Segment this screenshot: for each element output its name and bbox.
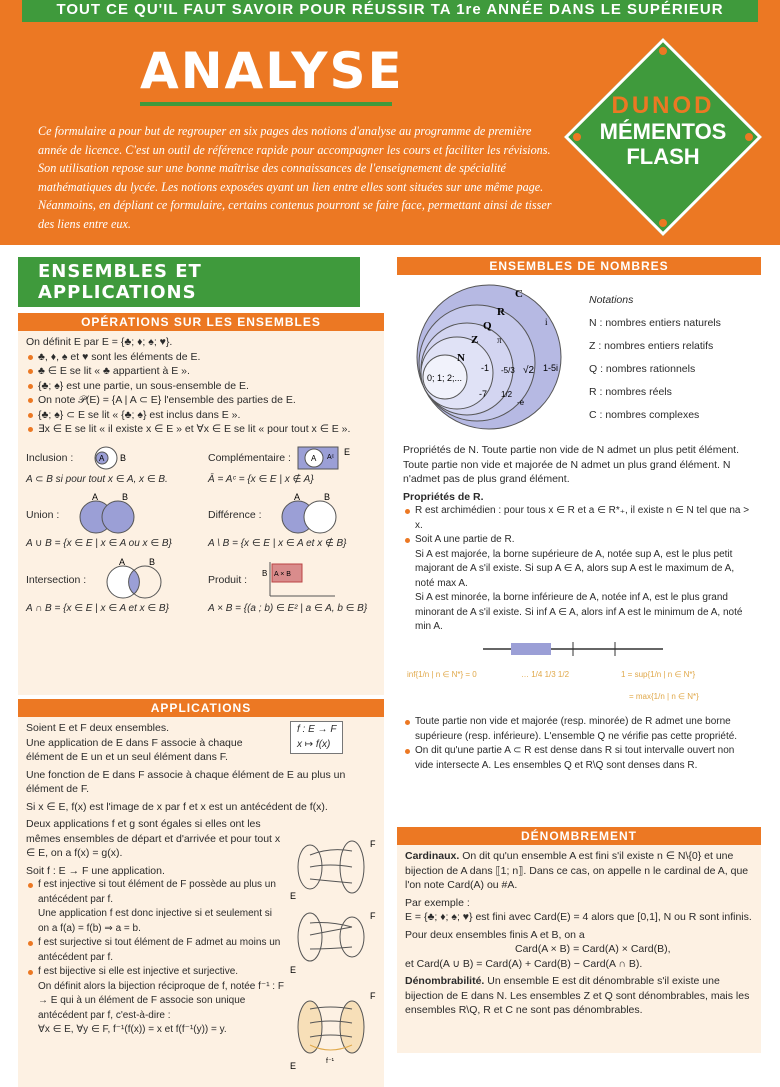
difference-formula: A \ B = {x ∈ E | x ∈ A et x ∉ B}	[208, 538, 347, 549]
top-banner: TOUT CE QU'IL FAUT SAVOIR POUR RÉUSSIR TA 1re ANNÉE DANS LE SUPÉRIEUR	[22, 0, 758, 22]
map-notation-box	[290, 721, 343, 754]
title-underline	[140, 102, 392, 106]
map-label-f: F	[370, 839, 376, 849]
venn-label-b: B	[324, 492, 331, 502]
card-formula-product: Card(A × B) = Card(A) × Card(B),	[515, 943, 671, 955]
apps-p2: Une application de E dans F associe à chaque élément de E un et un seul élément dans F.	[26, 736, 243, 763]
props-r-completeness: Toute partie non vide et majorée (resp. minorée) de R admet une borne supérieure (resp. inférieure). L'ensemble Q ne vérifie pas cette propriété.	[403, 715, 753, 744]
union-formula: A ∪ B = {x ∈ E | x ∈ A ou x ∈ B}	[26, 538, 172, 549]
injective-diagram	[290, 839, 376, 901]
subsection-operations: OPÉRATIONS SUR LES ENSEMBLES	[18, 313, 384, 331]
bijective-diagram	[290, 991, 376, 1071]
apps-bijective-detail: On définit alors la bijection réciproque de f, notée f⁻¹ : F → E qui à un élément de F associe son unique antécédent par f, c'est-à-dire :	[38, 980, 284, 1021]
notations-title: Notations	[589, 294, 634, 306]
props-r-archimedean: R est archimédien : pour tous x ∈ R et a ∈ R*₊, il existe n ∈ N tel que na > x.	[403, 504, 753, 533]
max-formula: = max{1/n | n ∈ N*}	[629, 691, 699, 701]
inf-formula: inf{1/n | n ∈ N*} = 0	[407, 669, 477, 679]
set-label-z: Z	[471, 334, 479, 346]
notations-legend	[589, 289, 757, 427]
surjective-diagram	[290, 911, 376, 975]
sup-inf-illustration	[403, 639, 743, 711]
product-figure	[250, 558, 340, 602]
union-label: Union :	[26, 508, 60, 521]
notation-n: N : nombres entiers naturels	[589, 317, 721, 329]
cardinaux-text: On dit qu'un ensemble A est fini s'il existe n ∈ N\{0} et une bijection de A dans ⟦1; n⟧. Dans ce cas, on appelle n le cardinal de A, que l'on note Card(A) ou #A.	[405, 850, 749, 891]
section-title-ensembles: ENSEMBLES ET APPLICATIONS	[18, 257, 360, 307]
ops-item: {♣; ♠} ⊂ E se lit « {♣; ♠} est inclus dans E ».	[26, 408, 376, 423]
number-sets-diagram	[397, 281, 587, 431]
props-r-subset: Soit A une partie de R.	[403, 533, 753, 548]
map-label-finv: f⁻¹	[326, 1058, 334, 1065]
intersection-formula: A ∩ B = {x ∈ E | x ∈ A et x ∈ B}	[26, 602, 169, 614]
venn-label-a: A	[99, 453, 105, 463]
page-title: ANALYSE	[140, 42, 404, 100]
ops-item: {♣; ♠} est une partie, un sous-ensemble de E.	[26, 379, 376, 394]
ops-definition: On définit E par E = {♣; ♦; ♠; ♥}.	[26, 336, 173, 348]
set-label-r: R	[497, 306, 505, 318]
notation-c: C : nombres complexes	[589, 409, 700, 421]
card-two-sets: Pour deux ensembles finis A et B, on a	[405, 928, 585, 941]
r-value-1: √2	[523, 365, 535, 376]
apps-p3: Une fonction de E dans F associe à chaque élément de E au plus un élément de F.	[26, 768, 346, 795]
venn-label-a: A	[119, 556, 126, 567]
ops-item: ♣, ♦, ♠ et ♥ sont les éléments de E.	[26, 350, 376, 365]
header	[0, 0, 780, 245]
props-r-density: On dit qu'une partie A ⊂ R est dense dans R si tout intervalle ouvert non vide intersecte A. Les ensembles Q et R\Q sont denses dans R.	[403, 744, 753, 773]
ops-item: On note 𝒫(E) = {A | A ⊂ E} l'ensemble des parties de E.	[26, 393, 376, 408]
map-line-1: f : E → F	[297, 724, 337, 735]
badge-dot	[659, 219, 667, 227]
intersection-label: Intersection :	[26, 573, 87, 586]
venn-label-a: A	[310, 453, 317, 463]
right-column	[397, 257, 761, 1053]
left-column	[18, 257, 384, 1087]
complement-formula: Ā = Aᶜ = {x ∈ E | x ∉ A}	[208, 473, 314, 485]
denombrabilite-title: Dénombrabilité.	[405, 975, 485, 987]
complement-venn	[294, 445, 354, 471]
badge-dot	[659, 47, 667, 55]
map-line-2: x ↦ f(x)	[297, 738, 331, 750]
apps-p1: Soient E et F deux ensembles.	[26, 722, 169, 734]
map-label-f: F	[370, 911, 376, 921]
c-value-1: 1-5i	[543, 363, 559, 373]
subsection-nombres: ENSEMBLES DE NOMBRES	[397, 257, 761, 275]
properties-block	[403, 443, 753, 773]
venn-label-a: A	[294, 492, 301, 502]
notation-q: Q : nombres rationnels	[589, 363, 696, 375]
product-formula: A × B = {(a ; b) ∈ E² | a ∈ A, b ∈ B}	[208, 602, 368, 614]
notation-r: R : nombres réels	[589, 386, 672, 398]
card-example-label: Par exemple :	[405, 896, 470, 909]
venn-label-b: B	[122, 492, 129, 502]
z-value-1: -1	[481, 363, 490, 373]
map-label-e: E	[290, 891, 297, 901]
props-r-inf: Si A est minorée, la borne inférieure de A, notée inf A, est le plus grand minorant de A s'il existe. Si inf A ∈ A, alors inf A est le minimum de A, noté min A.	[415, 592, 743, 632]
r-value-2: π	[497, 335, 502, 345]
q-value-2: 1/2	[501, 390, 513, 399]
apps-p4: Si x ∈ E, f(x) est l'image de x par f et x est un antécédent de f(x).	[26, 800, 328, 813]
operations-panel	[18, 331, 384, 695]
venn-label-e: E	[343, 446, 350, 457]
product-label: Produit :	[208, 573, 248, 586]
denombrement-panel	[397, 845, 761, 1053]
inclusion-formula: A ⊂ B si pour tout x ∈ A, x ∈ B.	[26, 473, 168, 485]
q-value-1: -5/3	[501, 366, 515, 375]
apps-bijective-formula: ∀x ∈ E, ∀y ∈ F, f⁻¹(f(x)) = x et f(f⁻¹(y)) = y.	[38, 1024, 227, 1035]
apps-injective-detail: Une application f est donc injective si et seulement si on a f(a) = f(b) ⇒ a = b.	[38, 908, 273, 934]
c-value-2: i	[545, 317, 548, 327]
intro-text: Ce formulaire a pour but de regrouper en six pages des notions d'analyse au programme de première année de licence. C'est un outil de référence rapide pour accompagner les cours et faciliter les révisions. Son utilisation repose sur une bonne maîtrise des connaissances de l'enseignement de spécialité mathématiques du lycée. Les notions exposées ayant un lien entre elles sont situées sur une même page. Néanmoins, en dépliant ce formulaire, certains contenus pourront se faire face, permettant ainsi de tisser des liens entre eux.	[38, 124, 552, 231]
r-value-3: -e	[517, 398, 525, 407]
ops-item: ∃x ∈ E se lit « il existe x ∈ E » et ∀x ∈ E se lit « pour tout x ∈ E ».	[26, 422, 376, 437]
dunod-badge	[563, 37, 763, 237]
nombres-panel	[397, 275, 761, 823]
brand-mementos: MÉMENTOS	[599, 119, 727, 144]
venn-label-a: A	[92, 492, 99, 502]
z-value-2: -7	[479, 389, 488, 399]
props-n: Propriétés de N. Toute partie non vide de N admet un plus petit élément. Toute partie non vide et majorée de N admet un plus grand élément. N n'admet pas de plus grand élément.	[403, 444, 740, 485]
map-label-e: E	[290, 1061, 297, 1071]
product-label-axb: A × B	[274, 570, 291, 578]
product-label-b: B	[262, 568, 268, 578]
set-label-c: C	[515, 288, 523, 300]
set-label-n: N	[457, 352, 465, 364]
venn-label-b: B	[149, 556, 156, 567]
props-r-title: Propriétés de R.	[403, 490, 484, 503]
applications-panel	[18, 717, 384, 1087]
ops-item: ♣ ∈ E se lit « ♣ appartient à E ».	[26, 364, 376, 379]
union-venn	[62, 493, 152, 537]
apps-p6: Soit f : E → F une application.	[26, 864, 165, 877]
mapping-diagrams	[280, 837, 380, 1077]
difference-venn	[264, 493, 354, 537]
apps-bijective: f est bijective si elle est injective et surjective.	[26, 965, 284, 980]
subsection-applications: APPLICATIONS	[18, 699, 384, 717]
complement-label: Complémentaire :	[208, 451, 291, 464]
apps-surjective: f est surjective si tout élément de F admet au moins un antécédent par f.	[26, 936, 284, 965]
set-label-q: Q	[483, 320, 492, 332]
apps-p5: Deux applications f et g sont égales si elles ont les mêmes ensembles de départ et d'arrivée et pour tout x ∈ E, on a f(x) = g(x).	[26, 818, 281, 859]
map-label-f: F	[370, 991, 376, 1001]
card-formula-union: et Card(A ∪ B) = Card(A) + Card(B) − Card(A ∩ B).	[405, 957, 643, 970]
intersection-venn	[89, 558, 179, 602]
inclusion-venn	[76, 445, 136, 471]
subsection-denombrement: DÉNOMBREMENT	[397, 827, 761, 845]
apps-injective: f est injective si tout élément de F possède au plus un antécédent par f.	[26, 878, 284, 907]
axis-labels: … 1/4 1/3 1/2	[521, 669, 570, 679]
notation-z: Z : nombres entiers relatifs	[589, 340, 714, 352]
props-r-sup: Si A est majorée, la borne supérieure de A, notée sup A, est le plus petit majorant de A s'il existe. Si sup A ∈ A, alors sup A est le maximum de A, noté max A.	[415, 548, 735, 589]
denombrabilite-text: Un ensemble E est dit dénombrable s'il existe une bijection de E dans N. Les ensembles Z et Q sont dénombrables, mais les ensembles R\Q, R et C ne sont pas dénombrables.	[405, 975, 750, 1016]
card-example: E = {♣; ♦; ♠; ♥} est fini avec Card(E) = 4 alors que [0,1], N ou R sont infinis.	[405, 911, 752, 923]
n-values: 0; 1; 2;...	[427, 373, 463, 383]
map-label-e: E	[290, 965, 297, 975]
brand-dunod: DUNOD	[611, 92, 715, 119]
venn-label-ac: Aᶜ	[326, 453, 334, 461]
venn-label-b: B	[120, 452, 127, 463]
inclusion-label: Inclusion :	[26, 451, 74, 464]
brand-flash: FLASH	[626, 144, 700, 169]
sup-formula: 1 = sup{1/n | n ∈ N*}	[621, 669, 696, 679]
difference-label: Différence :	[208, 508, 262, 521]
cardinaux-title: Cardinaux.	[405, 850, 460, 862]
